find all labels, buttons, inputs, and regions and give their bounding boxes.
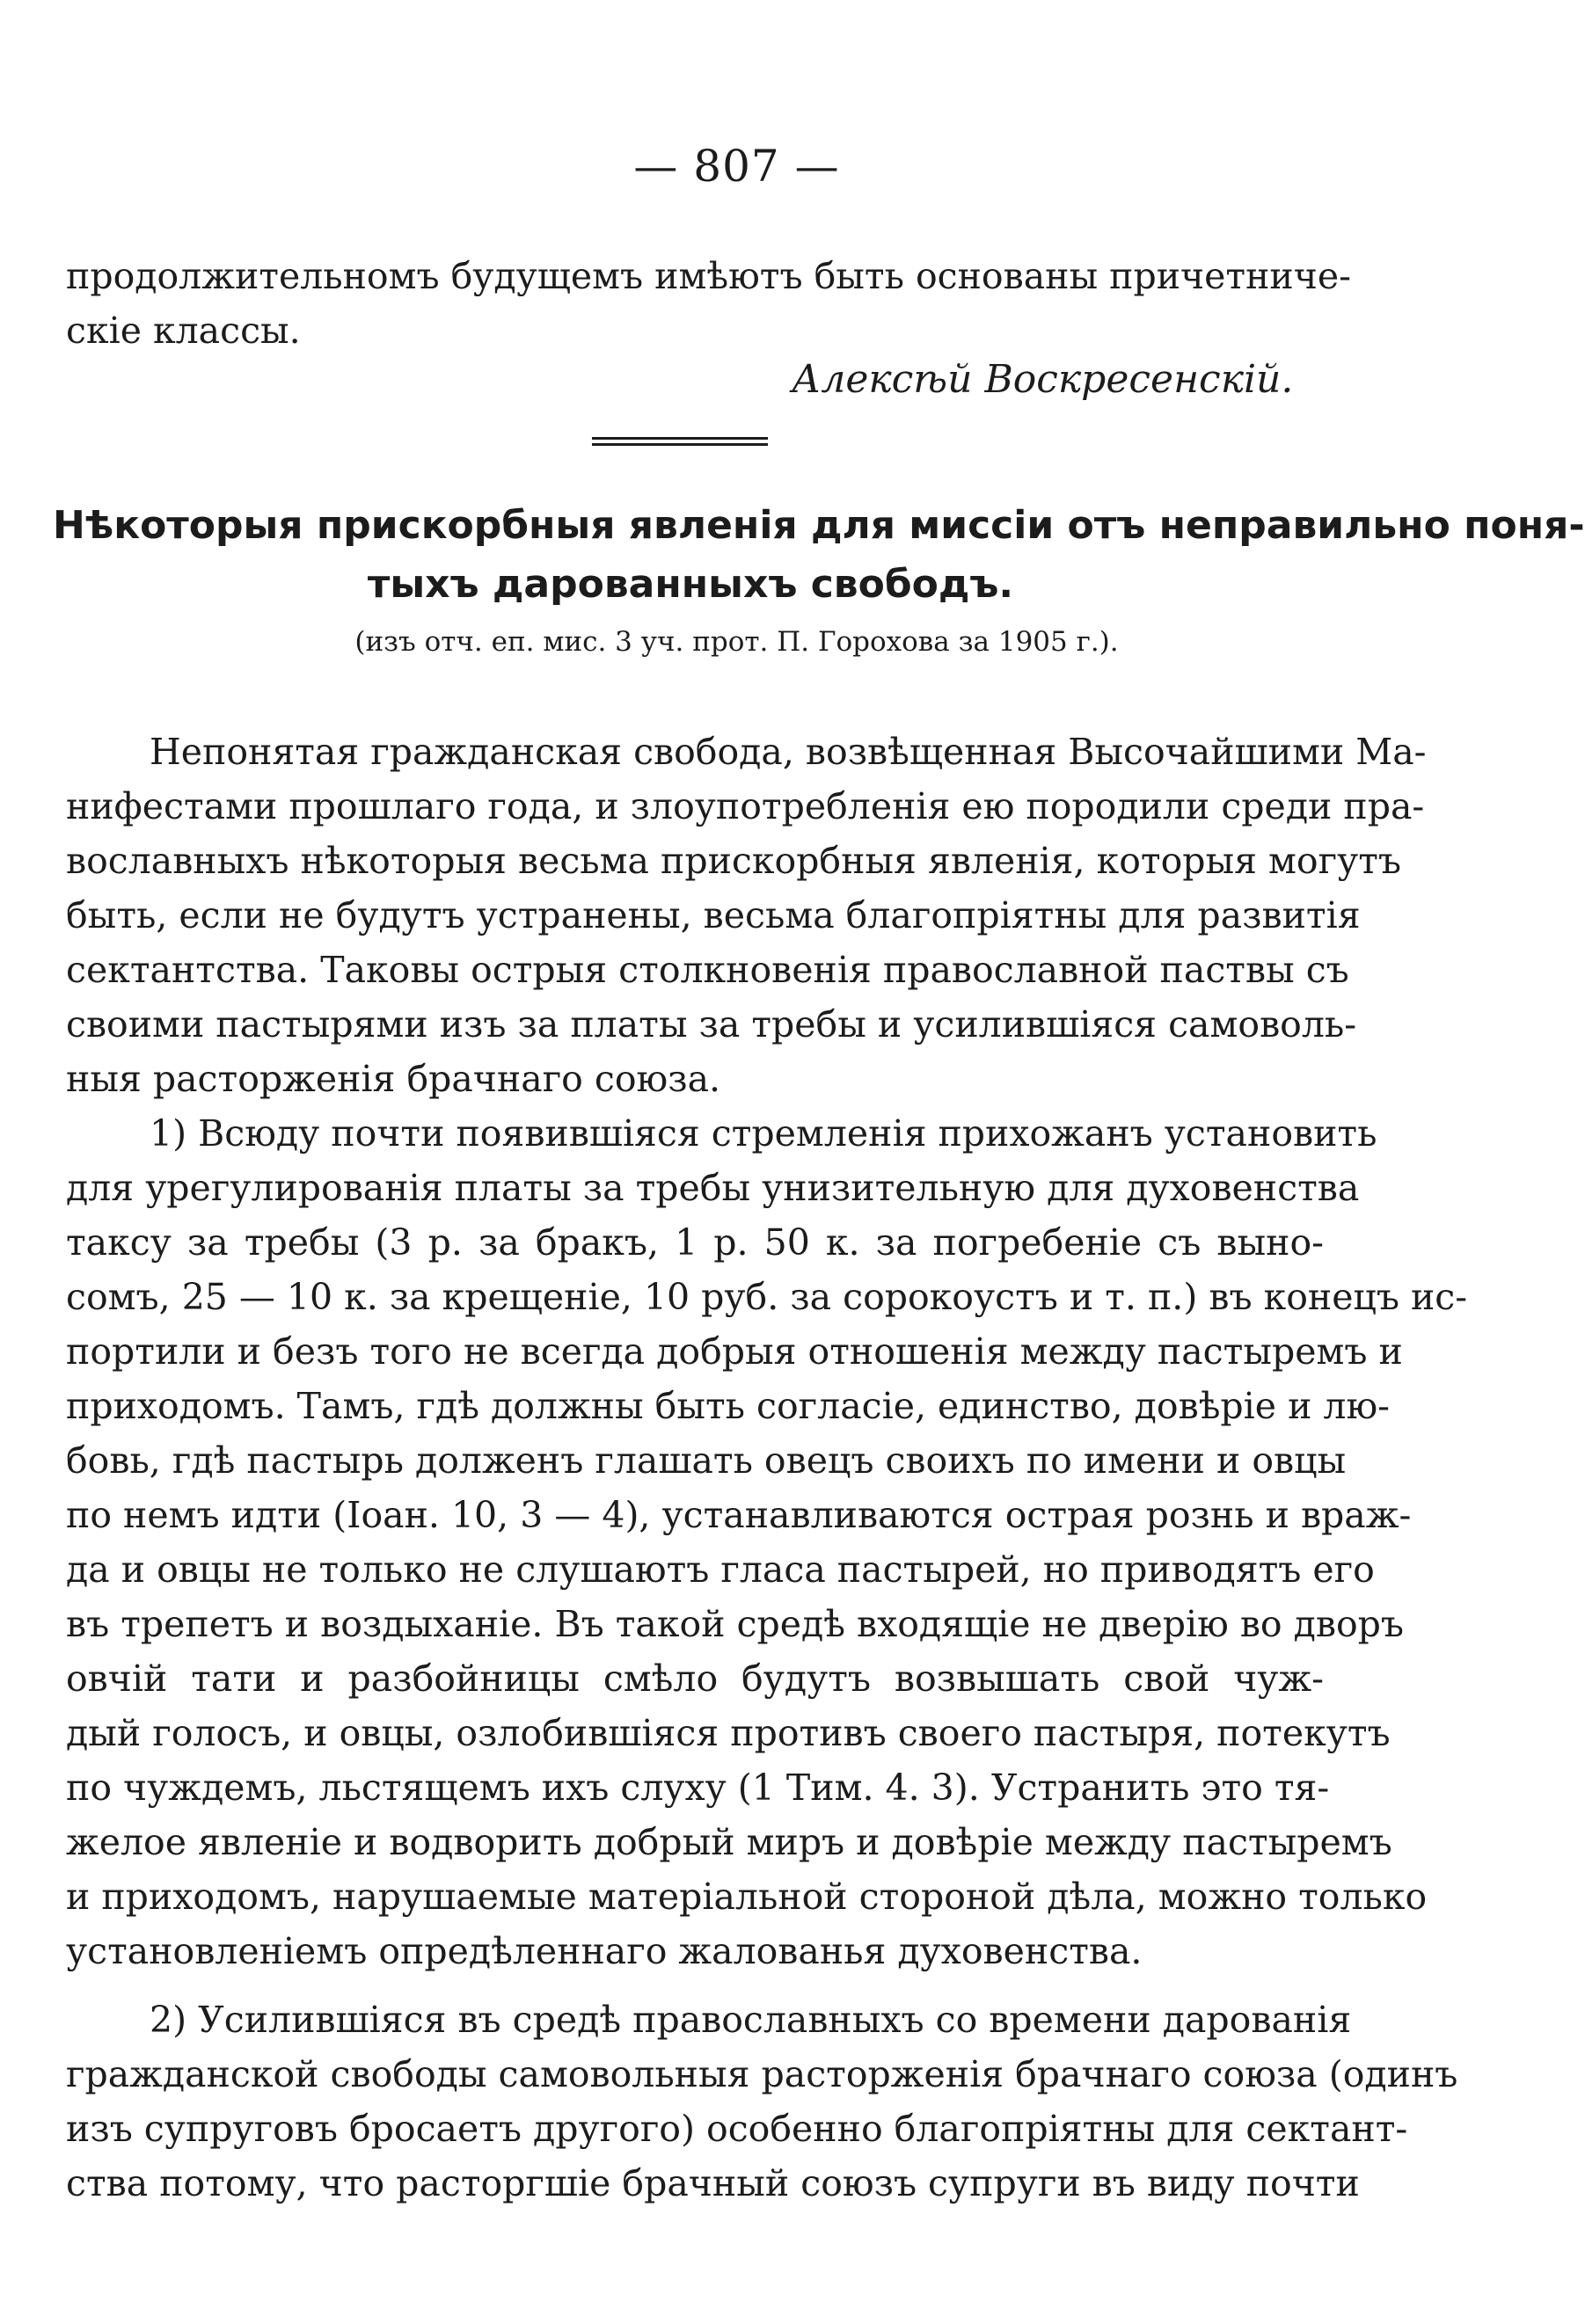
body-line: приходомъ. Тамъ, гдѣ должны быть согласіе, единство, довѣріе и лю- [66,1385,1391,1427]
body-line: таксу за требы (3 р. за бракъ, 1 р. 50 к. за погребеніе съ выно- [66,1221,1324,1264]
body-line: Непонятая гражданская свобода, возвѣщенная Высочайшими Ма- [150,731,1427,773]
body-line: установленіемъ опредѣленнаго жалованья духовенства. [66,1930,1143,1972]
article-source: (изъ отч. еп. мис. 3 уч. прот. П. Горохова за 1905 г.). [354,626,1119,658]
body-line: для урегулированія платы за требы унизительную для духовенства [66,1167,1360,1209]
intro-line: продолжительномъ будущемъ имѣютъ быть основаны причетниче- [66,255,1351,297]
intro-line: скіе классы. [66,310,301,352]
body-line: сомъ, 25 — 10 к. за крещеніе, 10 руб. за сорокоустъ и т. п.) въ конецъ ис- [66,1276,1468,1318]
body-line: ныя расторженія брачнаго союза. [66,1058,721,1100]
author-signature: Алексѣй Воскресенскій. [792,357,1294,402]
article-title-line: Нѣкоторыя прискорбныя явленія для миссіи отъ неправильно поня- [53,503,1585,548]
body-line: по чуждемъ, льстящемъ ихъ слуху (1 Тим. 4. 3). Устранить это тя- [66,1767,1330,1809]
body-line: сектантства. Таковы острыя столкновенія православной паствы съ [66,949,1349,991]
body-line: 2) Усилившіяся въ средѣ православныхъ со времени дарованія [150,1999,1352,2041]
body-line: 1) Всюду почти появившіяся стремленія прихожанъ установить [150,1112,1377,1155]
body-line: изъ супруговъ бросаетъ другого) особенно благопріятны для сектант- [66,2108,1408,2150]
divider-rule [592,443,768,446]
body-line: въ трепетъ и воздыханіе. Въ такой средѣ входящіе не дверію во дворъ [66,1603,1404,1645]
body-line: дый голосъ, и овцы, озлобившіяся противъ своего пастыря, потекутъ [66,1712,1391,1754]
body-line: да и овцы не только не слушаютъ гласа пастырей, но приводятъ его [66,1548,1375,1591]
body-line: быть, если не будутъ устранены, весьма благопріятны для развитія [66,894,1361,936]
divider-rule [592,437,768,440]
page-number: — 807 — [633,141,840,192]
body-line: бовь, гдѣ пастырь долженъ глашать овецъ своихъ по имени и овцы [66,1439,1347,1482]
body-line: вославныхъ нѣкоторыя весьма прискорбныя явленія, которыя могутъ [66,840,1401,882]
body-line: и приходомъ, нарушаемые матеріальной стороной дѣла, можно только [66,1876,1428,1918]
body-line: желое явленіе и водворить добрый миръ и довѣріе между пастыремъ [66,1821,1392,1863]
body-line: своими пастырями изъ за платы за требы и усилившіяся самоволь- [66,1003,1357,1045]
body-line: портили и безъ того не всегда добрыя отношенія между пастыремъ и [66,1330,1403,1373]
body-line: ства потому, что расторгшіе брачный союзъ супруги въ виду почти [66,2162,1360,2204]
body-line: нифестами прошлаго года, и злоупотребленія ею породили среди пра- [66,785,1425,827]
body-line: по немъ идти (Іоан. 10, 3 — 4), устанавливаются острая рознь и враж- [66,1494,1412,1536]
body-line: гражданской свободы самовольныя расторженія брачнаго союза (одинъ [66,2053,1458,2095]
body-line: овчій тати и разбойницы смѣло будутъ возвышать свой чуж- [66,1657,1324,1700]
article-title-line: тыхъ дарованныхъ свободъ. [367,562,1014,607]
